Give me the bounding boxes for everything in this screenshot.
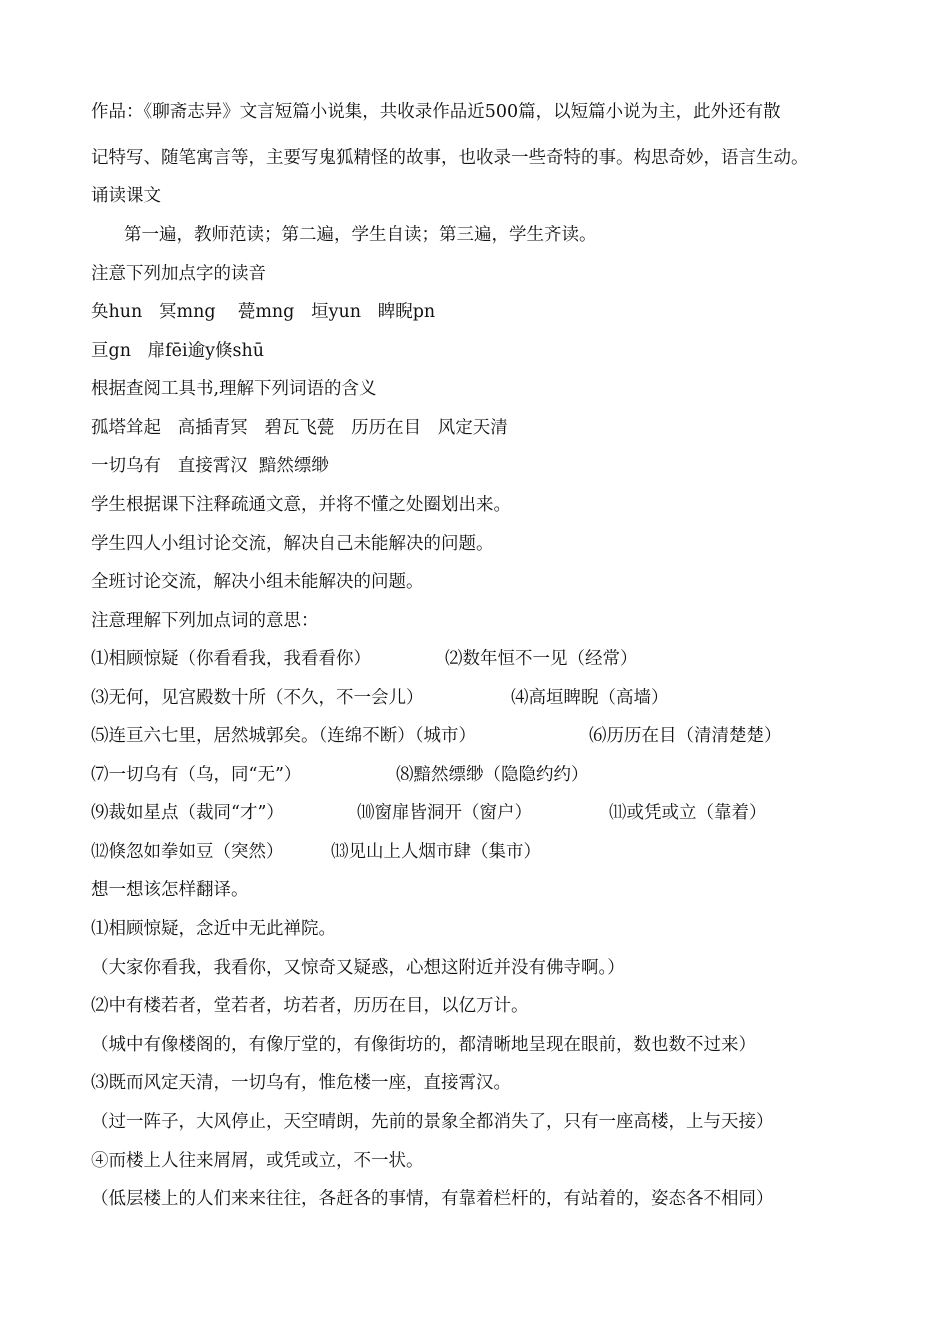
meaning-item: ⒀见山上人烟市肆（集市）	[331, 842, 541, 862]
meaning-row	[91, 687, 871, 709]
meaning-item: ⑹历历在目（清清楚楚）	[589, 726, 782, 746]
meaning-row	[91, 841, 871, 863]
meaning-item: ⑼裁如星点（裁同“才”）	[91, 803, 284, 823]
translation-answer: （低层楼上的人们来来往往，各赶各的事情，有靠着栏杆的，有站着的，姿态各不相同）	[91, 1189, 774, 1209]
vocab-line-1: 孤塔耸起 高插青冥 碧瓦飞甍 历历在目 风定天清	[91, 418, 508, 438]
translation-source: ⑵中有楼若者，堂若者，坊若者，历历在目，以亿万计。	[91, 996, 529, 1016]
meaning-heading: 注意理解下列加点词的意思：	[91, 611, 319, 631]
step-line-2: 学生四人小组讨论交流，解决自己未能解决的问题。	[91, 534, 494, 554]
step-line-1: 学生根据课下注释疏通文意，并将不懂之处圈划出来。	[91, 495, 511, 515]
step-line-3: 全班讨论交流，解决小组未能解决的问题。	[91, 572, 424, 592]
translation-source: ④而楼上人往来屑屑，或凭或立，不一状。	[91, 1151, 424, 1171]
meaning-row	[91, 648, 871, 670]
meaning-item: ⑾或凭或立（靠着）	[609, 803, 767, 823]
meaning-row	[91, 802, 871, 824]
meaning-item: ⑻黯然缥缈（隐隐约约）	[396, 765, 589, 785]
pronunciation-line-1: 奂hun 冥mng 甍mng 垣yun 睥睨pn	[91, 302, 436, 322]
pronunciation-heading: 注意下列加点字的读音	[91, 264, 266, 284]
meaning-row	[91, 764, 871, 786]
intro-line-2: 记特写、随笔寓言等，主要写鬼狐精怪的故事，也收录一些奇特的事。构思奇妙，语言生动。	[91, 148, 809, 168]
meaning-item: ⑴相顾惊疑（你看看我，我看看你）	[91, 649, 371, 669]
translation-source: ⑶既而风定天清，一切乌有，惟危楼一座，直接霄汉。	[91, 1073, 511, 1093]
vocab-heading: 根据查阅工具书,理解下列词语的含义	[91, 379, 377, 399]
recite-steps: 第一遍，教师范读；第二遍，学生自读；第三遍，学生齐读。	[124, 225, 597, 245]
meaning-item: ⑺一切乌有（乌，同“无”）	[91, 765, 302, 785]
meaning-row	[91, 725, 871, 747]
vocab-line-2: 一切乌有 直接霄汉 黯然缥缈	[91, 456, 329, 476]
meaning-item: ⑸连亘六七里，居然城郭矣。（连绵不断）（城市）	[91, 726, 476, 746]
meaning-item: ⑶无何，见宫殿数十所（不久，不一会儿）	[91, 688, 424, 708]
translation-answer: （城中有像楼阁的，有像厅堂的，有像街坊的，都清晰地呈现在眼前，数也数不过来）	[91, 1035, 756, 1055]
meaning-item: ⑵数年恒不一见（经常）	[445, 649, 638, 669]
pronunciation-line-2: 亘gn 扉fēi逾y倏shū	[91, 341, 265, 361]
translation-answer: （过一阵子，大风停止，天空晴朗，先前的景象全都消失了，只有一座高楼，上与天接）	[91, 1112, 774, 1132]
translation-source: ⑴相顾惊疑，念近中无此禅院。	[91, 919, 336, 939]
meaning-item: ⑷高垣睥睨（高墙）	[511, 688, 669, 708]
meaning-item: ⑿倏忽如拳如豆（突然）	[91, 842, 284, 862]
translate-heading: 想一想该怎样翻译。	[91, 880, 249, 900]
meaning-item: ⑽窗扉皆洞开（窗户）	[357, 803, 532, 823]
recite-heading: 诵读课文	[91, 186, 161, 206]
translation-answer: （大家你看我，我看你，又惊奇又疑惑，心想这附近并没有佛寺啊。）	[91, 958, 625, 978]
intro-line-1: 作品：《聊斋志异》文言短篇小说集，共收录作品近500篇，以短篇小说为主，此外还有散	[91, 102, 781, 122]
